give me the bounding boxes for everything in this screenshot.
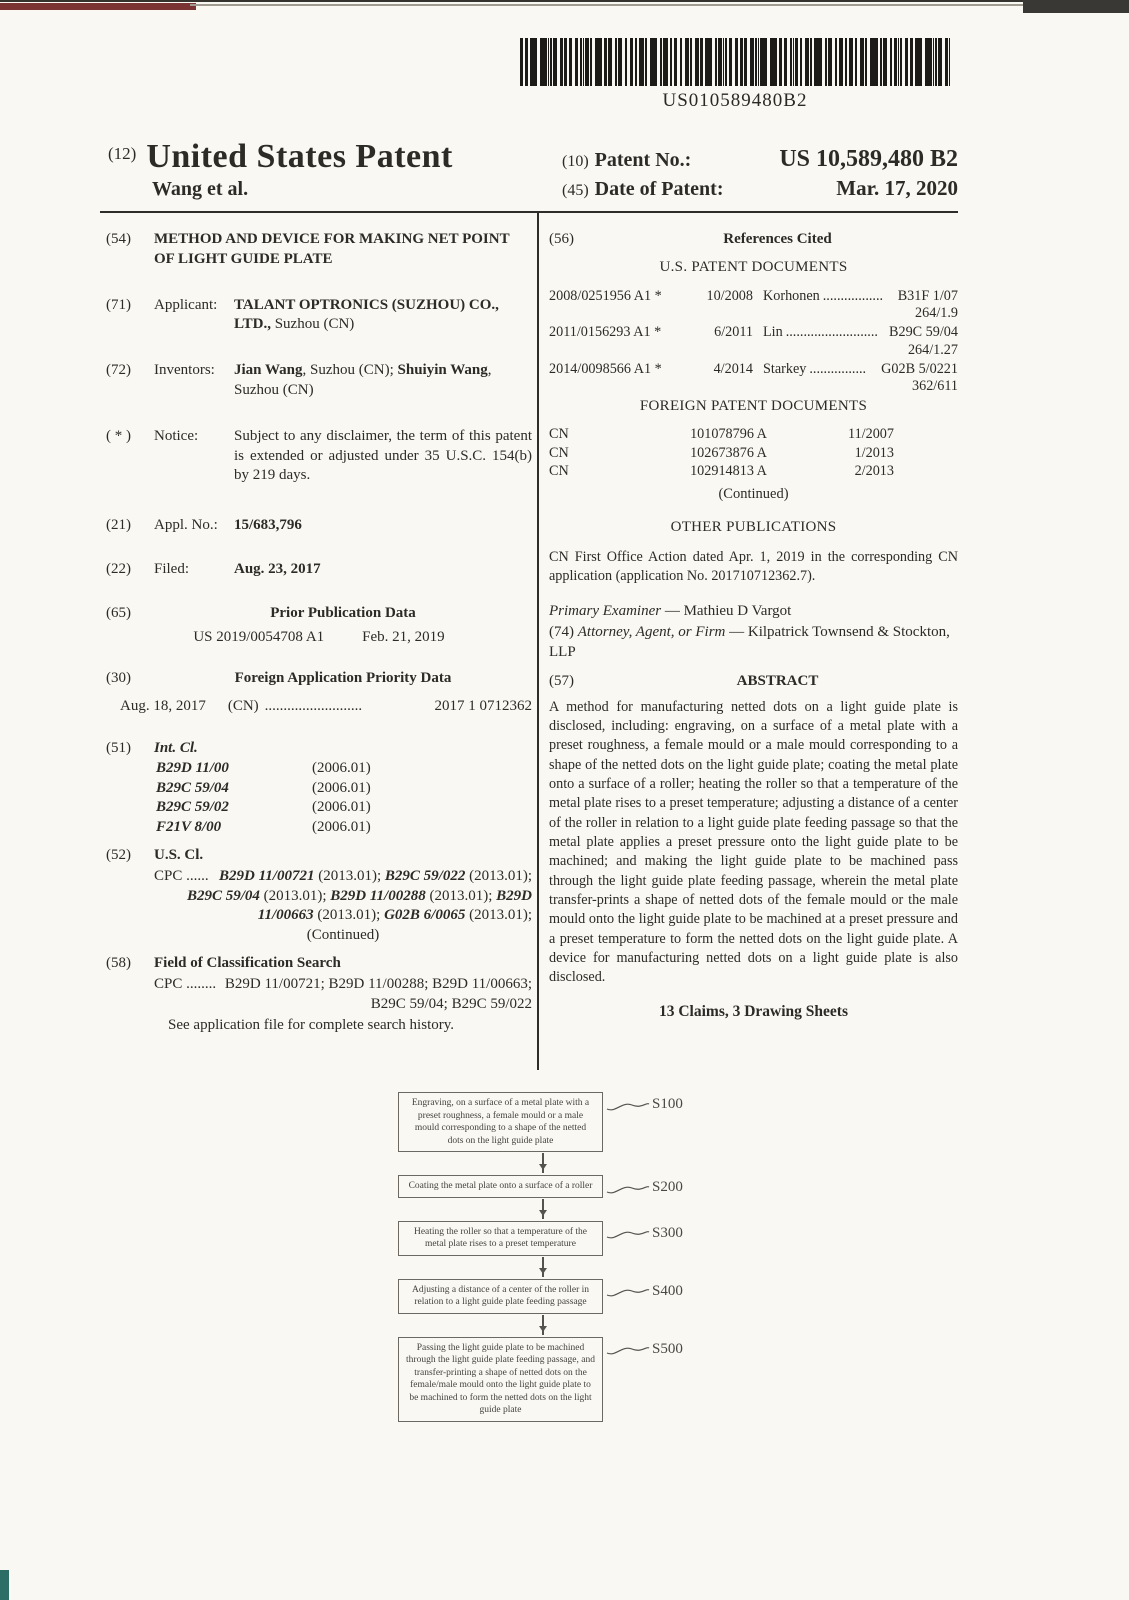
flow-arrow-icon xyxy=(542,1315,544,1335)
inventors-label: Inventors: xyxy=(154,362,215,379)
citation-dots: ................. xyxy=(822,287,884,304)
foreign-row xyxy=(549,444,958,462)
field-num-65: (65) xyxy=(106,604,131,621)
int-cl-row xyxy=(154,798,532,818)
flow-box: Coating the metal plate onto a surface of a roller xyxy=(398,1175,603,1198)
us-patent-documents-heading: U.S. PATENT DOCUMENTS xyxy=(659,258,848,275)
cpc-code: B29D 11/00721 xyxy=(219,867,315,884)
foreign-country: CN xyxy=(549,444,569,461)
foreign-row xyxy=(549,462,958,480)
applicant-71 xyxy=(106,296,532,336)
foreign-priority-30 xyxy=(106,669,532,717)
int-cl-version: (2006.01) xyxy=(312,799,371,816)
int-cl-row xyxy=(154,779,532,799)
left-column xyxy=(106,230,532,1036)
foreign-number: 102914813 A xyxy=(690,463,767,480)
step-label-text: S400 xyxy=(652,1282,683,1299)
int-cl-version: (2006.01) xyxy=(312,779,371,796)
cpc-code: B29D 11/00288 xyxy=(330,887,426,904)
citation-name: Korhonen xyxy=(763,287,820,304)
field-num-72: (72) xyxy=(106,362,131,379)
examiner-name: Mathieu D Vargot xyxy=(683,603,792,620)
flow-step-label xyxy=(606,1096,683,1113)
foreign-date: 2/2013 xyxy=(854,463,894,480)
priority-country: (CN) xyxy=(227,698,259,715)
abstract-heading: ABSTRACT xyxy=(736,673,819,690)
flow-step-label xyxy=(606,1225,683,1242)
flow-step-s200 xyxy=(398,1175,683,1198)
date-label: Date of Patent: xyxy=(594,178,724,200)
notice-label: Notice: xyxy=(154,427,199,444)
claims-line: 13 Claims, 3 Drawing Sheets xyxy=(658,1002,848,1020)
field-num-58: (58) xyxy=(106,954,131,971)
foreign-documents-heading: FOREIGN PATENT DOCUMENTS xyxy=(639,398,868,415)
squiggle-connector-icon xyxy=(606,1226,650,1240)
flow-box: Passing the light guide plate to be machined through the light guide plate feeding passage, and transfer-printing a shape of netted dots on the female/male mould onto the light guide plate to be machined to form the netted dots on the light guide plate xyxy=(398,1337,603,1422)
cpc-code: B29C 59/022 xyxy=(384,867,466,884)
cpc-code: B29C 59/04 xyxy=(186,887,260,904)
field-num-54: (54) xyxy=(106,231,131,247)
invention-title: METHOD AND DEVICE FOR MAKING NET POINT OF LIGHT GUIDE PLATE xyxy=(154,231,510,267)
int-cl-code: B29C 59/02 xyxy=(156,799,229,816)
prior-pub-heading: Prior Publication Data xyxy=(270,604,416,621)
us-cl-continued: (Continued) xyxy=(306,927,380,944)
int-cl-row xyxy=(154,818,532,838)
squiggle-connector-icon xyxy=(606,1342,650,1356)
column-divider xyxy=(537,213,539,1070)
priority-number: 2017 1 0712362 xyxy=(434,698,532,715)
int-cl-code: F21V 8/00 xyxy=(156,819,222,836)
flow-step-label xyxy=(606,1283,683,1300)
applicant-value xyxy=(234,296,532,336)
header-left xyxy=(108,138,453,201)
priority-heading: Foreign Application Priority Data xyxy=(234,670,452,687)
citation-name: Starkey xyxy=(763,360,807,377)
filed-label: Filed: xyxy=(154,560,190,577)
scan-top-right-bar xyxy=(1023,0,1129,13)
citation-class: G02B 5/0221 xyxy=(881,360,958,377)
party-name: Wang et al. xyxy=(152,178,249,200)
barcode-icon xyxy=(520,38,950,86)
right-column xyxy=(549,230,958,1022)
examiner-line: Primary Examiner — Mathieu D Vargot xyxy=(549,603,792,620)
other-publications-heading: OTHER PUBLICATIONS xyxy=(670,518,837,535)
field-num-21: (21) xyxy=(106,517,131,534)
citation-class: B31F 1/07 xyxy=(897,287,958,304)
flow-box: Adjusting a distance of a center of the roller in relation to a light guide plate feeding passage xyxy=(398,1279,603,1314)
citation-date: 4/2014 xyxy=(713,360,753,377)
priority-date: Aug. 18, 2017 xyxy=(120,698,206,715)
document-title: United States Patent xyxy=(146,138,453,175)
int-cl-code: B29C 59/04 xyxy=(156,779,229,796)
field-num-71: (71) xyxy=(106,296,131,313)
flow-step-s300 xyxy=(398,1221,683,1256)
flow-arrow-icon xyxy=(542,1153,544,1173)
foreign-country: CN xyxy=(549,426,569,443)
flow-step-s500 xyxy=(398,1337,683,1422)
citation-date: 10/2008 xyxy=(706,287,753,304)
scan-maroon-mark xyxy=(0,3,196,10)
int-cl-version: (2006.01) xyxy=(312,759,371,776)
cpc-prefix: CPC ...... xyxy=(154,867,209,884)
inventor-1-location: , Suzhou (CN); xyxy=(302,362,398,379)
abstract-57 xyxy=(549,672,958,692)
prior-publication-65 xyxy=(106,604,532,648)
squiggle-connector-icon xyxy=(606,1284,650,1298)
field-num-30: (30) xyxy=(106,670,131,687)
int-cl-label: Int. Cl. xyxy=(154,739,198,756)
citation-name: Lin xyxy=(763,324,783,341)
priority-dots: .......................... xyxy=(264,698,363,715)
field-num-52: (52) xyxy=(106,846,131,863)
cpc-code: G02B 6/0065 xyxy=(384,907,466,924)
squiggle-connector-icon xyxy=(606,1098,650,1112)
us-cl-52 xyxy=(106,846,532,946)
flow-arrow-icon xyxy=(542,1257,544,1277)
header-rule xyxy=(100,211,958,213)
attorney-name: Kilpatrick Townsend & Stockton, LLP xyxy=(549,623,950,660)
date-code: (45) xyxy=(562,182,589,199)
step-label-text: S300 xyxy=(652,1224,683,1241)
patent-no-label: Patent No.: xyxy=(594,149,692,171)
references-heading: References Cited xyxy=(723,231,832,247)
int-cl-51 xyxy=(106,739,532,838)
other-publications-text: CN First Office Action dated Apr. 1, 2019 in the corresponding CN application (application No. 201710712362.7). xyxy=(549,548,958,585)
field-search-note: See application file for complete search history. xyxy=(168,1017,455,1034)
citation-number: 2008/0251956 A1 * xyxy=(549,287,662,304)
patent-date-row xyxy=(562,176,958,201)
flow-arrow-icon xyxy=(542,1199,544,1219)
section-title-54 xyxy=(106,230,532,270)
flow-step-s100 xyxy=(398,1092,683,1152)
field-search-codes: CPC ........ B29D 11/00721; B29D 11/00288; B29D 11/00663; B29C 59/04; B29C 59/022 xyxy=(154,975,532,1012)
citation-dots: .......................... xyxy=(785,324,878,341)
us-cl-cpc: CPC ...... B29D 11/00721 (2013.01); B29C 59/022 (2013.01); B29C 59/04 (2013.01); B29D 11/00288 (2013.01); B29D 11/00663 (2013.01); G02B 6/0065 (2013.01); xyxy=(154,867,532,924)
field-search-label: Field of Classification Search xyxy=(154,954,341,971)
appl-no-21 xyxy=(106,516,532,536)
flow-box: Heating the roller so that a temperature of the metal plate rises to a preset temperature xyxy=(398,1221,603,1256)
references-cited-56 xyxy=(549,230,958,250)
flow-step-label xyxy=(606,1179,683,1196)
notice-text: Subject to any disclaimer, the term of this patent is extended or adjusted under 35 U.S.C. 154(b) by 219 days. xyxy=(234,427,532,484)
inventor-2: Shuiyin Wang xyxy=(397,362,488,379)
squiggle-connector-icon xyxy=(606,1181,650,1195)
inventor-1: Jian Wang xyxy=(234,362,303,379)
field-num-notice: ( * ) xyxy=(106,427,131,444)
citation-row xyxy=(549,324,958,359)
citation-subclass: 264/1.27 xyxy=(907,341,958,358)
applicant-name: TALANT OPTRONICS (SUZHOU) CO., LTD., xyxy=(234,296,499,333)
citation-subclass: 362/611 xyxy=(912,378,958,395)
field-num-56: (56) xyxy=(549,231,574,247)
notice xyxy=(106,427,532,486)
filed-value: Aug. 23, 2017 xyxy=(234,560,321,577)
step-label-text: S500 xyxy=(652,1340,683,1357)
field-num-22: (22) xyxy=(106,560,131,577)
citation-number: 2014/0098566 A1 * xyxy=(549,360,662,377)
inventor-2-location: , Suzhou (CN) xyxy=(234,362,492,398)
citation-subclass: 264/1.9 xyxy=(915,304,958,321)
prior-pub-number: US 2019/0054708 A1 xyxy=(193,628,325,645)
inventors-72 xyxy=(106,361,532,401)
cpc-prefix: CPC ........ xyxy=(154,975,217,992)
citation-row xyxy=(549,288,958,323)
header-right xyxy=(562,146,958,204)
prior-pub-date: Feb. 21, 2019 xyxy=(362,628,445,645)
step-label-text: S100 xyxy=(652,1096,683,1112)
foreign-number: 102673876 A xyxy=(690,444,767,461)
patent-number-row xyxy=(562,146,958,173)
barcode-number: US010589480B2 xyxy=(662,90,808,111)
step-label-text: S200 xyxy=(652,1179,683,1196)
inventors-value xyxy=(234,361,532,401)
examiner-label: Primary Examiner xyxy=(549,603,662,620)
citation-class: B29C 59/04 xyxy=(889,324,958,341)
applicant-label: Applicant: xyxy=(154,296,218,313)
filed-22 xyxy=(106,560,532,580)
date-value: Mar. 17, 2020 xyxy=(836,176,958,200)
citation-row xyxy=(549,361,958,396)
patent-no-value: US 10,589,480 B2 xyxy=(779,146,958,172)
foreign-number: 101078796 A xyxy=(690,426,767,443)
field-num-57: (57) xyxy=(549,673,574,690)
kind-code-12: (12) xyxy=(108,144,137,163)
attorney-label: Attorney, Agent, or Firm xyxy=(577,623,726,640)
foreign-row xyxy=(549,425,958,443)
field-num-51: (51) xyxy=(106,739,131,756)
appl-no-label: Appl. No.: xyxy=(154,517,218,534)
field-search-58 xyxy=(106,954,532,1036)
foreign-date: 1/2013 xyxy=(854,444,894,461)
int-cl-code: B29D 11/00 xyxy=(156,759,229,776)
flow-step-label xyxy=(606,1341,683,1358)
citation-date: 6/2011 xyxy=(714,324,753,341)
citation-dots: ................ xyxy=(809,360,867,377)
us-cl-label: U.S. Cl. xyxy=(154,846,204,863)
scan-bottom-left-mark xyxy=(0,1570,9,1600)
applicant-location: Suzhou (CN) xyxy=(270,316,355,333)
attorney-line: (74) Attorney, Agent, or Firm — Kilpatrick Townsend & Stockton, LLP xyxy=(549,623,950,660)
flow-step-s400 xyxy=(398,1279,683,1314)
foreign-date: 11/2007 xyxy=(848,426,894,443)
foreign-country: CN xyxy=(549,463,569,480)
cpc-code: B29D 11/00663 xyxy=(257,887,532,924)
abstract-text: A method for manufacturing netted dots on a light guide plate is disclosed, including: engraving, on a surface of a metal plate with a preset roughness, a female mould or a male mould corresponding to a shape of the netted dots on the light guide plate; coating the metal plate onto a surface of a roller; heating the roller so that a temperature of the metal plate rises to a preset temperature; adjusting a distance of a center of the roller in relation to a light guide plate feeding passage so that the metal plate applies a preset pressure onto the light guide plate to be machined; and making the light guide plate to be machined pass through the light guide plate feeding passage, wherein the metal plate transfer-prints a shape of netted dots of the female mould or the male mould onto the light guide plate to be machined at a preset pressure and a preset temperature to form the netted dots on the light guide plate. A device for manufacturing netted dots on a light guide plate is also disclosed. xyxy=(549,698,958,986)
field-num-74: (74) xyxy=(549,623,578,640)
int-cl-row xyxy=(154,759,532,779)
flow-box: Engraving, on a surface of a metal plate with a preset roughness, a female mould or a male mould corresponding to a shape of the netted dots on the light guide plate xyxy=(398,1092,603,1152)
int-cl-version: (2006.01) xyxy=(312,819,371,836)
appl-no-value: 15/683,796 xyxy=(234,517,302,534)
scan-gray-line xyxy=(190,4,1025,6)
patent-no-code: (10) xyxy=(562,153,589,170)
scan-top-edge xyxy=(0,0,1129,2)
foreign-continued: (Continued) xyxy=(718,485,789,502)
flowchart xyxy=(398,1092,688,1422)
citation-number: 2011/0156293 A1 * xyxy=(549,324,662,341)
